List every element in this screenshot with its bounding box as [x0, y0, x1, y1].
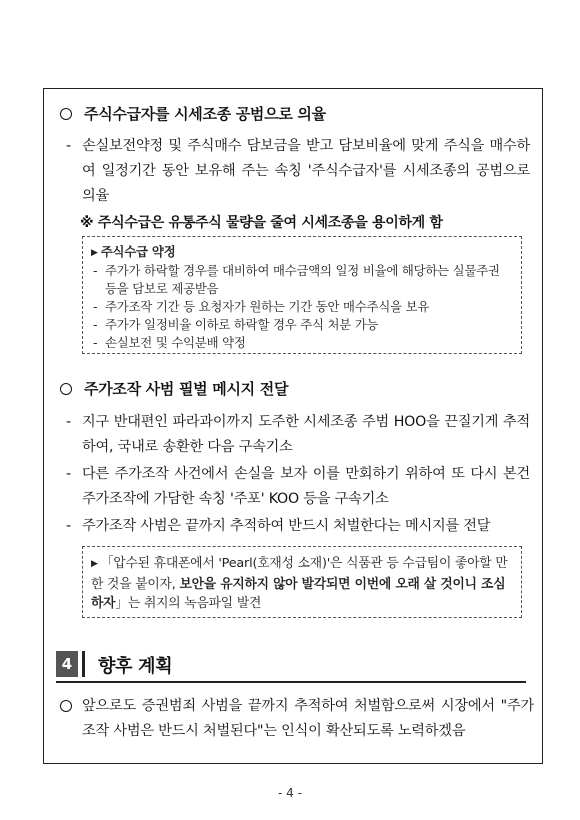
paragraph-message-delivery: - 주가조작 사범은 끝까지 추적하여 반드시 처벌한다는 메시지를 전달	[66, 518, 491, 534]
circle-bullet-icon	[60, 108, 72, 120]
list-item: - 손실보전 및 수익분배 약정	[91, 334, 513, 352]
circle-bullet-icon	[60, 700, 72, 712]
section-heading-punishment-message: 주가조작 사범 필벌 메시지 전달	[60, 378, 288, 399]
divider	[82, 651, 85, 677]
section-title: 향후 계획	[98, 656, 173, 677]
paragraph-fugitive-tracking: - 지구 반대편인 파라과이까지 도주한 시세조종 주범 HOO을 끈질기게 추적하여, 국내로 송환한 다음 구속기소	[66, 414, 530, 455]
triangle-bullet-icon: ▶	[91, 248, 98, 258]
list-item: - 주가가 일정비율 이하로 하락할 경우 주식 처분 가능	[91, 316, 513, 334]
paragraph-stock-supplier: - 손실보전약정 및 주식매수 담보금을 받고 담보비율에 맞게 주식을 매수하여 일정기간 동안 보유해 주는 속칭 '주식수급자'를 시세조종의 공범으로 의율	[66, 138, 530, 204]
triangle-bullet-icon: ▶	[91, 559, 98, 569]
page-number: - 4 -	[278, 786, 302, 800]
paragraph-repeat-offender: - 다른 주가조작 사건에서 손실을 보자 이를 만회하기 위하여 또 다시 본건 주가조작에 가담한 속칭 '주포' KOO 등을 구속기소	[66, 466, 530, 507]
circle-bullet-icon	[60, 383, 72, 395]
section-number: 4	[56, 651, 78, 677]
note-stock-supply: ※ 주식수급은 유통주식 물량을 줄여 시세조종을 용이하게 함	[80, 215, 443, 231]
supply-agreement-box: ▶ 주식수급 약정 - 주가가 하락할 경우를 대비하여 매수금액의 일정 비율에 해당하는 실물주권 등을 담보로 제공받음 - 주가조작 기간 등 요청자가 원하는 기간 동안 매수주식을 보유 - 주가가 일정비율 이하로 하락할 경우 주식 처분 가능 - 손실보전 및 수익분배 약정	[82, 236, 522, 354]
divider	[56, 681, 526, 683]
list-item: - 주가조작 기간 등 요청자가 원하는 기간 동안 매수주식을 보유	[91, 298, 513, 316]
recording-evidence-box: ▶ 「압수된 휴대폰에서 'Pearl(호재성 소재)'은 식품관 등 수급팀이 좋아할 만한 것을 붙이자, 보안을 유지하지 않아 발각되면 이번에 오래 살 것이니 조심하자」는 취지의 녹음파일 발견	[82, 546, 522, 618]
list-item: - 주가가 하락할 경우를 대비하여 매수금액의 일정 비율에 해당하는 실물주권 등을 담보로 제공받음	[91, 262, 513, 298]
future-plan-text: 앞으로도 증권범죄 사범을 끝까지 추적하여 처벌함으로써 시장에서 "주가조작 사범은 반드시 처벌된다"는 인식이 확산되도록 노력하겠음	[82, 698, 534, 739]
section-heading-stock-supply: 주식수급자를 시세조종 공범으로 의율	[60, 103, 326, 124]
future-plan	[60, 694, 534, 744]
